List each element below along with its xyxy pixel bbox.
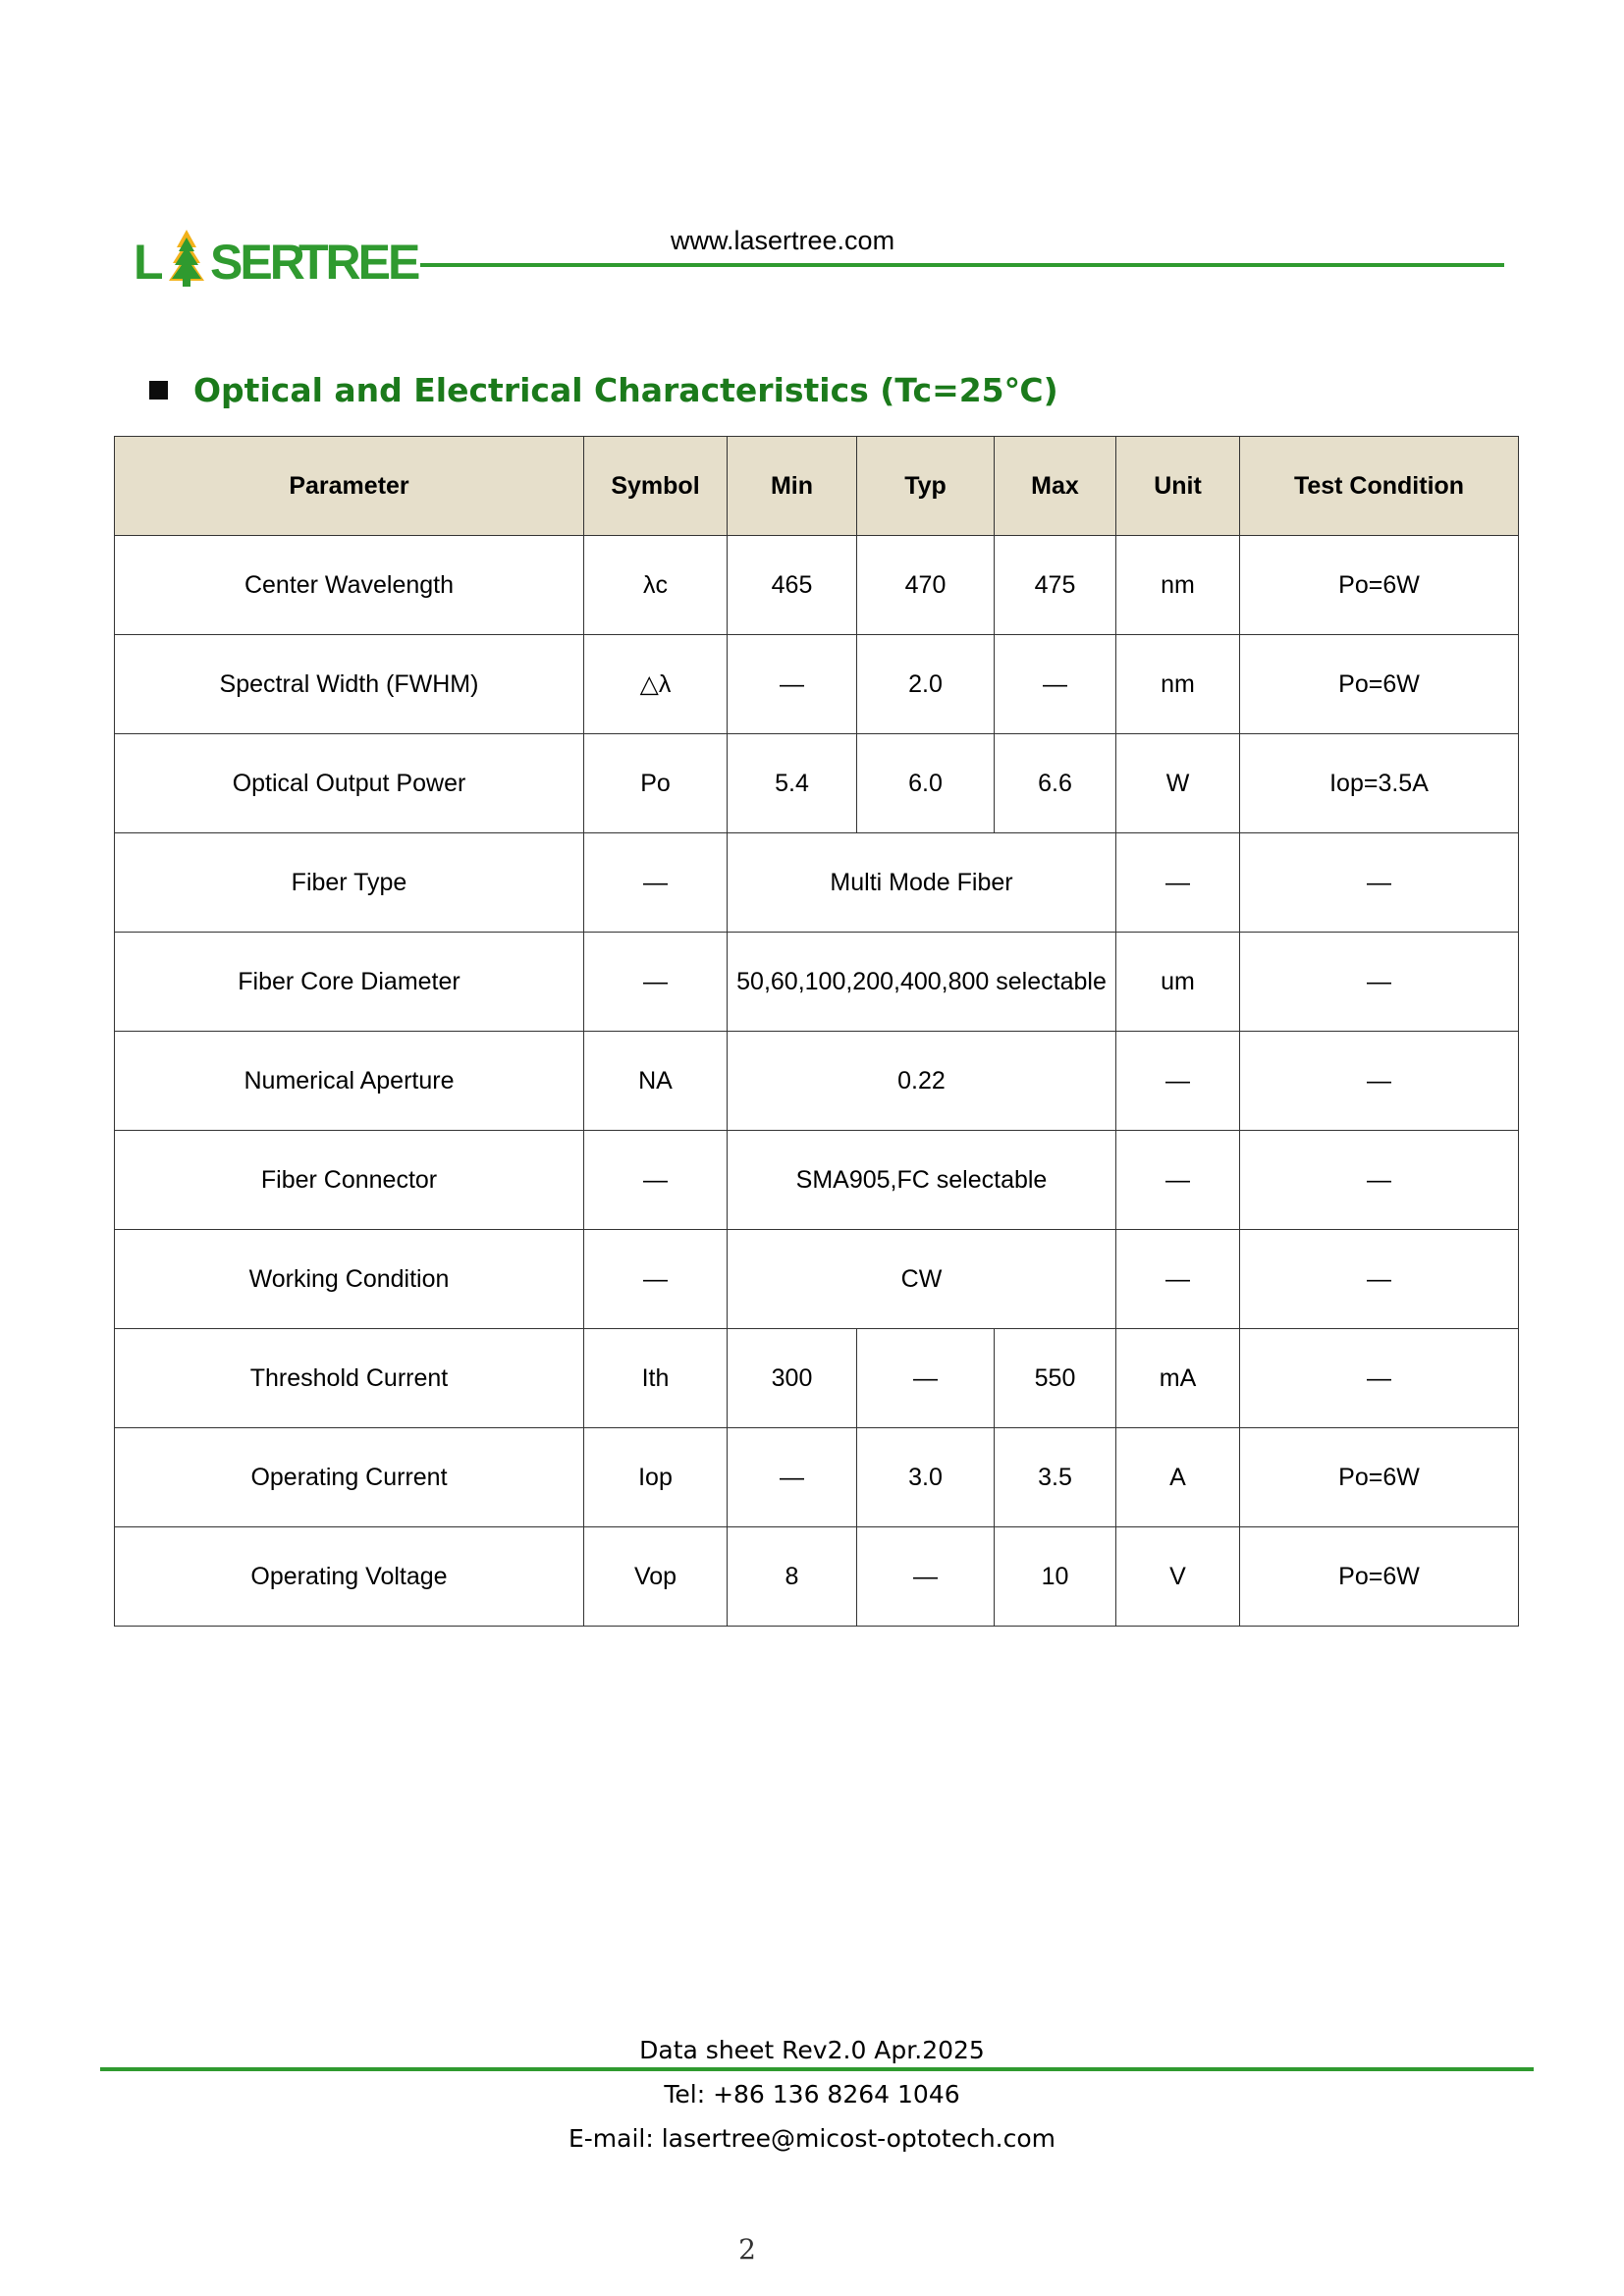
cell-unit: V xyxy=(1116,1527,1240,1627)
footer-email[interactable]: E-mail: lasertree@micost-optotech.com xyxy=(568,2124,1056,2153)
cell-parameter: Operating Current xyxy=(115,1428,584,1527)
cell-merged-value: CW xyxy=(728,1230,1116,1329)
cell-unit: mA xyxy=(1116,1329,1240,1428)
table-row xyxy=(115,734,1519,833)
cell-condition: Iop=3.5A xyxy=(1240,734,1519,833)
cell-condition: — xyxy=(1240,1131,1519,1230)
table-row xyxy=(115,1329,1519,1428)
cell-max: 6.6 xyxy=(995,734,1116,833)
cell-unit: — xyxy=(1116,1032,1240,1131)
table-row xyxy=(115,1230,1519,1329)
cell-min: 8 xyxy=(728,1527,857,1627)
table-row xyxy=(115,933,1519,1032)
cell-min: — xyxy=(728,1428,857,1527)
table-row xyxy=(115,833,1519,933)
cell-unit: nm xyxy=(1116,536,1240,635)
table-row xyxy=(115,536,1519,635)
section-heading xyxy=(149,371,1058,409)
cell-parameter: Threshold Current xyxy=(115,1329,584,1428)
cell-unit: nm xyxy=(1116,635,1240,734)
table-row xyxy=(115,1428,1519,1527)
table-header-row xyxy=(115,437,1519,536)
cell-condition: — xyxy=(1240,1329,1519,1428)
cell-symbol: Iop xyxy=(584,1428,728,1527)
cell-max: 550 xyxy=(995,1329,1116,1428)
cell-typ: 2.0 xyxy=(857,635,995,734)
cell-max: 475 xyxy=(995,536,1116,635)
cell-max: 3.5 xyxy=(995,1428,1116,1527)
cell-symbol: Vop xyxy=(584,1527,728,1627)
cell-max: 10 xyxy=(995,1527,1116,1627)
col-header-typ: Typ xyxy=(857,437,995,536)
cell-unit: — xyxy=(1116,1230,1240,1329)
square-bullet-icon xyxy=(149,381,168,400)
cell-typ: 6.0 xyxy=(857,734,995,833)
cell-parameter: Working Condition xyxy=(115,1230,584,1329)
cell-condition: Po=6W xyxy=(1240,1527,1519,1627)
cell-unit: — xyxy=(1116,1131,1240,1230)
cell-unit: — xyxy=(1116,833,1240,933)
logo-letters-tree: TREE xyxy=(298,235,418,290)
cell-condition: — xyxy=(1240,933,1519,1032)
cell-max: — xyxy=(995,635,1116,734)
cell-unit: um xyxy=(1116,933,1240,1032)
cell-merged-value: Multi Mode Fiber xyxy=(728,833,1116,933)
cell-parameter: Numerical Aperture xyxy=(115,1032,584,1131)
cell-parameter: Fiber Type xyxy=(115,833,584,933)
cell-symbol: — xyxy=(584,933,728,1032)
cell-condition: Po=6W xyxy=(1240,635,1519,734)
cell-merged-value: SMA905,FC selectable xyxy=(728,1131,1116,1230)
cell-symbol: NA xyxy=(584,1032,728,1131)
cell-symbol: △λ xyxy=(584,635,728,734)
col-header-max: Max xyxy=(995,437,1116,536)
col-header-symbol: Symbol xyxy=(584,437,728,536)
footer-divider xyxy=(100,2067,1534,2071)
page-number: 2 xyxy=(738,2233,756,2266)
laser-tree-logo xyxy=(132,228,418,290)
col-header-min: Min xyxy=(728,437,857,536)
cell-merged-value: 50,60,100,200,400,800 selectable xyxy=(728,933,1116,1032)
cell-unit: A xyxy=(1116,1428,1240,1527)
cell-parameter: Spectral Width (FWHM) xyxy=(115,635,584,734)
cell-typ: — xyxy=(857,1329,995,1428)
website-url[interactable]: www.lasertree.com xyxy=(671,226,895,255)
cell-min: 300 xyxy=(728,1329,857,1428)
cell-min: 465 xyxy=(728,536,857,635)
cell-min: 5.4 xyxy=(728,734,857,833)
footer-tel: Tel: +86 136 8264 1046 xyxy=(664,2080,960,2109)
header-divider xyxy=(420,263,1504,267)
cell-parameter: Fiber Core Diameter xyxy=(115,933,584,1032)
table-row xyxy=(115,1527,1519,1627)
footer-revision: Data sheet Rev2.0 Apr.2025 xyxy=(639,2036,985,2064)
cell-unit: W xyxy=(1116,734,1240,833)
cell-parameter: Center Wavelength xyxy=(115,536,584,635)
cell-merged-value: 0.22 xyxy=(728,1032,1116,1131)
table-row xyxy=(115,635,1519,734)
cell-condition: Po=6W xyxy=(1240,536,1519,635)
table-row xyxy=(115,1032,1519,1131)
section-title: Optical and Electrical Characteristics (Tc=25℃) xyxy=(193,371,1058,409)
logo-letter-l: L xyxy=(134,235,164,290)
characteristics-table xyxy=(114,436,1519,1627)
cell-typ: 3.0 xyxy=(857,1428,995,1527)
cell-symbol: λc xyxy=(584,536,728,635)
cell-symbol: — xyxy=(584,833,728,933)
cell-symbol: Po xyxy=(584,734,728,833)
cell-typ: 470 xyxy=(857,536,995,635)
cell-parameter: Optical Output Power xyxy=(115,734,584,833)
cell-symbol: — xyxy=(584,1230,728,1329)
tree-icon xyxy=(169,230,204,287)
cell-condition: — xyxy=(1240,1230,1519,1329)
cell-min: — xyxy=(728,635,857,734)
col-header-parameter: Parameter xyxy=(115,437,584,536)
cell-parameter: Operating Voltage xyxy=(115,1527,584,1627)
cell-typ: — xyxy=(857,1527,995,1627)
cell-symbol: — xyxy=(584,1131,728,1230)
cell-condition: — xyxy=(1240,1032,1519,1131)
table-row xyxy=(115,1131,1519,1230)
logo-letters-ser: SER xyxy=(210,235,302,290)
col-header-unit: Unit xyxy=(1116,437,1240,536)
cell-condition: — xyxy=(1240,833,1519,933)
cell-condition: Po=6W xyxy=(1240,1428,1519,1527)
cell-symbol: Ith xyxy=(584,1329,728,1428)
cell-parameter: Fiber Connector xyxy=(115,1131,584,1230)
col-header-test-condition: Test Condition xyxy=(1240,437,1519,536)
